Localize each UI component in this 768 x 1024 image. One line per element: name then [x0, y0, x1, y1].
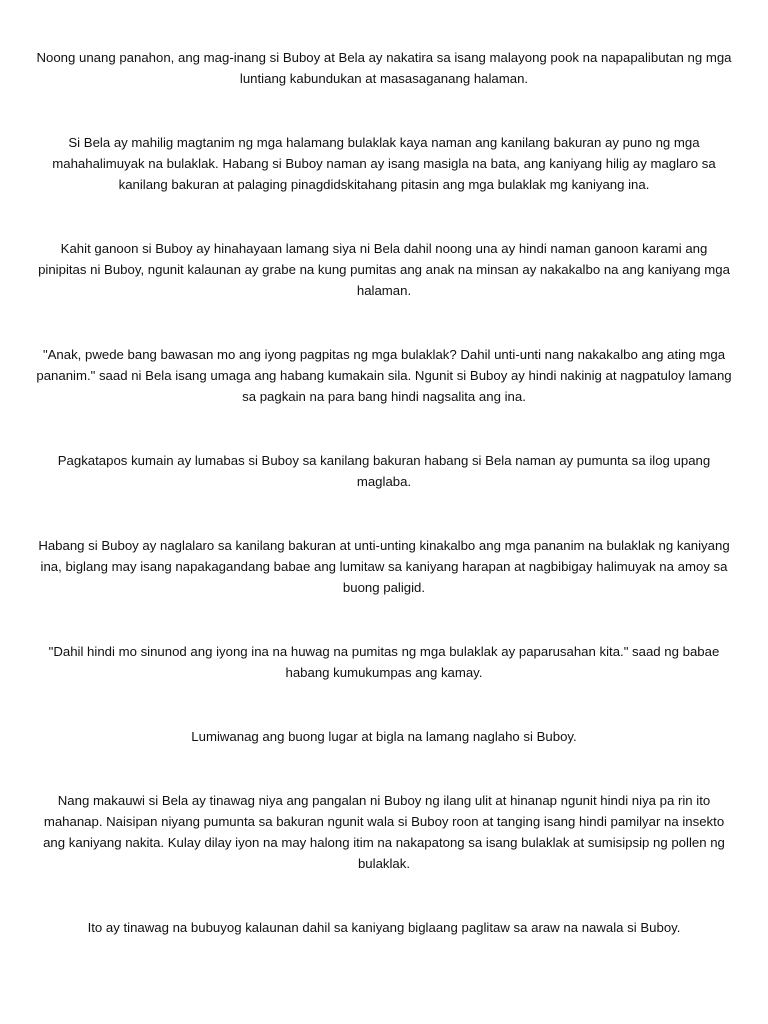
story-paragraph-3: Kahit ganoon si Buboy ay hinahayaan lamang siya ni Bela dahil noong una ay hindi naman ganoon karami ang pinipitas ni Buboy, ngunit kalaunan ay grabe na kung pumitas ang anak na minsan ay nakakalbo na ang kaniyang mga halaman.: [38, 241, 730, 298]
story-paragraph-9: Nang makauwi si Bela ay tinawag niya ang pangalan ni Buboy ng ilang ulit at hinanap ngunit hindi niya pa rin ito mahanap. Naisipan niyang pumunta sa bakuran ngunit wala si Buboy roon at tanging isang hindi pamilyar na insekto ang kaniyang nakita. Kulay dilay iyon na may halong itim na nakapatong sa isang bulaklak at sumisipsip ng pollen ng bulaklak.: [43, 793, 725, 871]
story-paragraph-6: Habang si Buboy ay naglalaro sa kanilang bakuran at unti-unting kinakalbo ang mga pananim na bulaklak ng kaniyang ina, biglang may isang napakagandang babae ang lumitaw sa kaniyang harapan at nagbibigay halimuyak na amoy sa buong paligid.: [38, 538, 730, 595]
story-paragraph-10: Ito ay tinawag na bubuyog kalaunan dahil sa kaniyang biglaang paglitaw sa araw na nawala si Buboy.: [87, 920, 681, 935]
story-paragraph-1: Noong unang panahon, ang mag-inang si Buboy at Bela ay nakatira sa isang malayong pook na napapalibutan ng mga luntiang kabundukan at masasaganang halaman.: [36, 50, 732, 86]
story-paragraph-4: "Anak, pwede bang bawasan mo ang iyong pagpitas ng mga bulaklak? Dahil unti-unti nang nakakalbo ang ating mga pananim." saad ni Bela isang umaga ang habang kumakain sila. Ngunit si Buboy ay hindi nakinig at nagpatuloy lamang sa pagkain na para bang hindi nagsalita ang ina.: [36, 347, 732, 404]
story-paragraph-2: Si Bela ay mahilig magtanim ng mga halamang bulaklak kaya naman ang kanilang bakuran ay puno ng mga mahahalimuyak na bulaklak. Habang si Buboy naman ay isang masigla na bata, ang kaniyang hilig ay maglaro sa kanilang bakuran at palaging pinagdidskitahang pitasin ang mga bulaklak mg kaniyang ina.: [52, 135, 716, 192]
story-paragraph-5: Pagkatapos kumain ay lumabas si Buboy sa kanilang bakuran habang si Bela naman ay pumunta sa ilog upang maglaba.: [57, 453, 711, 489]
story-paragraph-8: Lumiwanag ang buong lugar at bigla na lamang naglaho si Buboy.: [191, 729, 577, 744]
story-paragraph-7: "Dahil hindi mo sinunod ang iyong ina na huwag na pumitas ng mga bulaklak ay paparusahan kita." saad ng babae habang kumukumpas ang kamay.: [48, 644, 720, 680]
